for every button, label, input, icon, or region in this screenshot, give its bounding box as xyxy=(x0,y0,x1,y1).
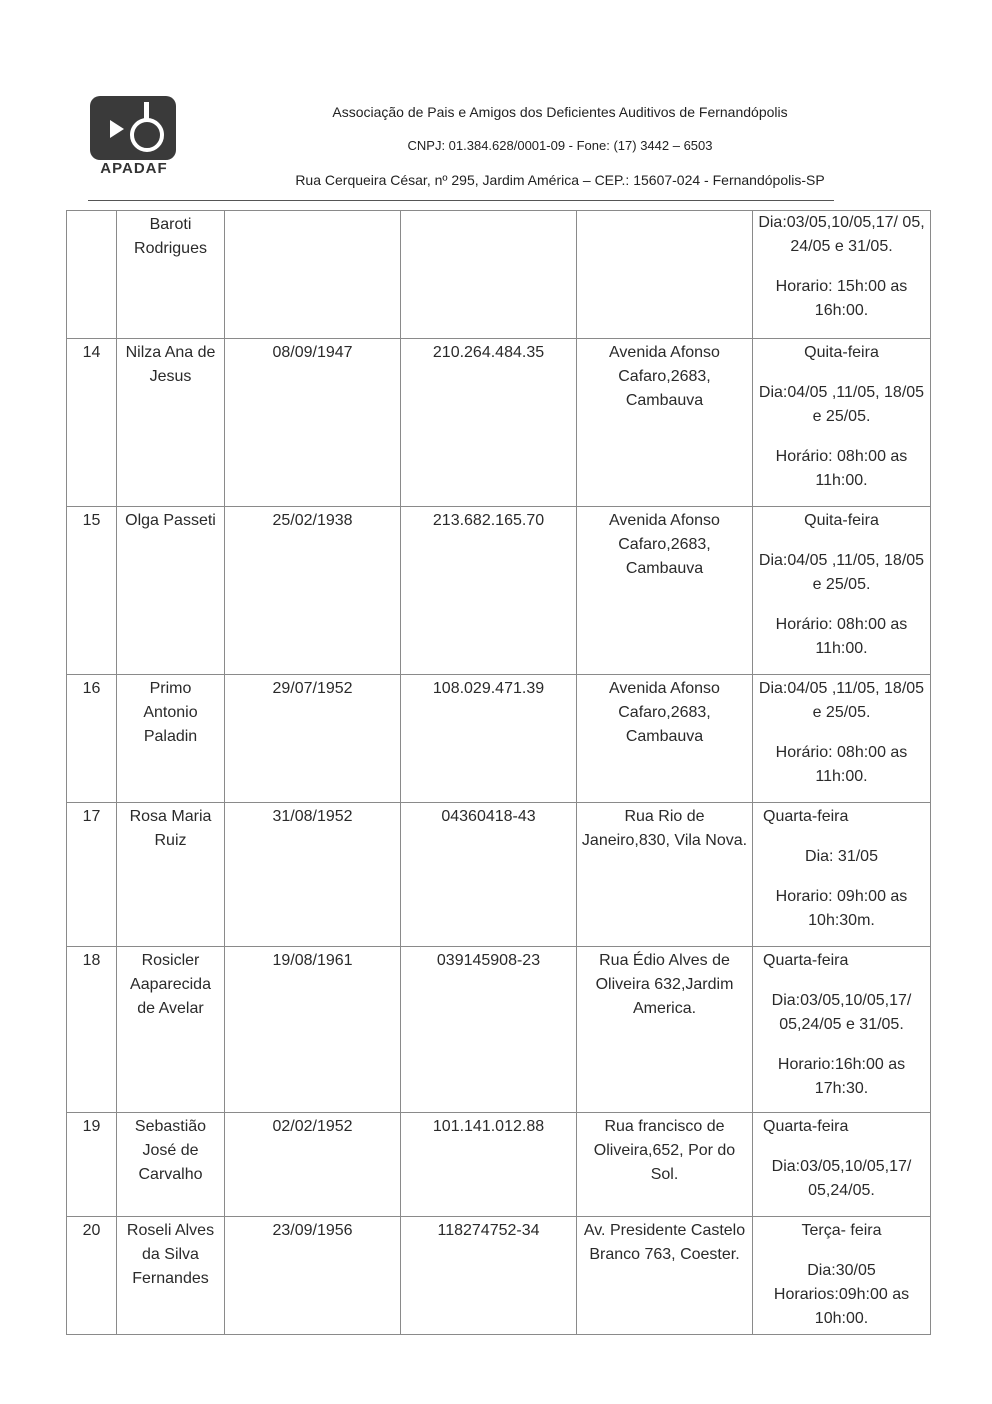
schedule-line: Dia:03/05,10/05,17/ 05, 24/05 e 31/05. xyxy=(758,214,925,255)
birth-date: 19/08/1961 xyxy=(225,947,401,1113)
table-row xyxy=(67,339,931,507)
birth-date: 29/07/1952 xyxy=(225,675,401,803)
schedule-line: Dia:04/05 ,11/05, 18/05 e 25/05. xyxy=(758,552,925,593)
row-number: 15 xyxy=(67,507,117,675)
row-number: 19 xyxy=(67,1113,117,1217)
person-name: Roseli Alves da Silva Fernandes xyxy=(117,1217,225,1335)
table-row xyxy=(67,1217,931,1335)
schedule-cell xyxy=(753,339,931,507)
schedule-line: Dia:03/05,10/05,17/ 05,24/05 e 31/05. xyxy=(771,992,912,1033)
table-row xyxy=(67,947,931,1113)
schedule-line: Quita-feira xyxy=(804,344,879,361)
schedule-line: Quarta-feira xyxy=(763,808,849,825)
ear-icon xyxy=(90,96,176,160)
schedule-cell xyxy=(753,1217,931,1335)
schedule-line: Dia:30/05 Horarios:09h:00 as 10h:00. xyxy=(773,1262,910,1327)
org-name: Associação de Pais e Amigos dos Deficientes Auditivos de Fernandópolis xyxy=(332,104,788,120)
schedule-cell xyxy=(753,947,931,1113)
schedule-line: Horario: 15h:00 as 16h:00. xyxy=(775,278,908,319)
table-row xyxy=(67,803,931,947)
document-number: 118274752-34 xyxy=(401,1217,577,1335)
schedule-cell xyxy=(753,507,931,675)
table-row xyxy=(67,507,931,675)
schedule-line: Horario: 09h:00 as 10h:30m. xyxy=(775,888,908,929)
document-number: 213.682.165.70 xyxy=(401,507,577,675)
document-number: 04360418-43 xyxy=(401,803,577,947)
person-address: Avenida Afonso Cafaro,2683, Cambauva xyxy=(577,507,753,675)
person-name: Sebastião José de Carvalho xyxy=(117,1113,225,1217)
person-address: Avenida Afonso Cafaro,2683, Cambauva xyxy=(577,675,753,803)
person-address: Rua francisco de Oliveira,652, Por do Sol. xyxy=(577,1113,753,1217)
row-number xyxy=(67,211,117,339)
person-address: Avenida Afonso Cafaro,2683, Cambauva xyxy=(577,339,753,507)
schedule-line: Horário: 08h:00 as 11h:00. xyxy=(775,616,908,657)
person-name: Primo Antonio Paladin xyxy=(117,675,225,803)
person-name: Rosa Maria Ruiz xyxy=(117,803,225,947)
row-number: 20 xyxy=(67,1217,117,1335)
schedule-line: Horário: 08h:00 as 11h:00. xyxy=(775,744,908,785)
person-name: Baroti Rodrigues xyxy=(117,211,225,339)
birth-date: 31/08/1952 xyxy=(225,803,401,947)
person-name: Rosicler Aaparecida de Avelar xyxy=(117,947,225,1113)
table-row xyxy=(67,675,931,803)
birth-date: 23/09/1956 xyxy=(225,1217,401,1335)
person-name: Nilza Ana de Jesus xyxy=(117,339,225,507)
schedule-line: Dia:03/05,10/05,17/ 05,24/05. xyxy=(771,1158,912,1199)
beneficiaries-table xyxy=(66,210,931,1335)
person-address xyxy=(577,211,753,339)
document-number: 108.029.471.39 xyxy=(401,675,577,803)
birth-date: 25/02/1938 xyxy=(225,507,401,675)
schedule-line: Terça- feira xyxy=(801,1222,882,1239)
schedule-line: Quarta-feira xyxy=(763,1118,849,1135)
person-address: Rua Édio Alves de Oliveira 632,Jardim America. xyxy=(577,947,753,1113)
table-row xyxy=(67,211,931,339)
schedule-line: Dia:04/05 ,11/05, 18/05 e 25/05. xyxy=(758,680,925,721)
schedule-line: Dia:04/05 ,11/05, 18/05 e 25/05. xyxy=(758,384,925,425)
person-address: Rua Rio de Janeiro,830, Vila Nova. xyxy=(577,803,753,947)
schedule-cell xyxy=(753,675,931,803)
logo-text: APADAF xyxy=(100,160,168,177)
birth-date: 02/02/1952 xyxy=(225,1113,401,1217)
row-number: 17 xyxy=(67,803,117,947)
cnpj-phone: CNPJ: 01.384.628/0001-09 - Fone: (17) 3442 – 6503 xyxy=(407,138,713,153)
birth-date: 08/09/1947 xyxy=(225,339,401,507)
schedule-cell xyxy=(753,1113,931,1217)
row-number: 16 xyxy=(67,675,117,803)
apadaf-logo xyxy=(88,96,180,182)
person-address: Av. Presidente Castelo Branco 763, Coester. xyxy=(577,1217,753,1335)
schedule-line: Horário: 08h:00 as 11h:00. xyxy=(775,448,908,489)
schedule-cell xyxy=(753,211,931,339)
document-number: 039145908-23 xyxy=(401,947,577,1113)
document-number: 101.141.012.88 xyxy=(401,1113,577,1217)
birth-date xyxy=(225,211,401,339)
table-row xyxy=(67,1113,931,1217)
header-divider xyxy=(88,200,834,201)
schedule-line: Quita-feira xyxy=(804,512,879,529)
schedule-cell xyxy=(753,803,931,947)
schedule-line: Horario:16h:00 as 17h:30. xyxy=(777,1056,906,1097)
schedule-line: Quarta-feira xyxy=(763,952,849,969)
document-number: 210.264.484.35 xyxy=(401,339,577,507)
row-number: 14 xyxy=(67,339,117,507)
person-name: Olga Passeti xyxy=(117,507,225,675)
row-number: 18 xyxy=(67,947,117,1113)
schedule-line: Dia: 31/05 xyxy=(805,848,878,865)
org-address: Rua Cerqueira César, nº 295, Jardim América – CEP.: 15607-024 - Fernandópolis-SP xyxy=(295,172,825,188)
document-number xyxy=(401,211,577,339)
